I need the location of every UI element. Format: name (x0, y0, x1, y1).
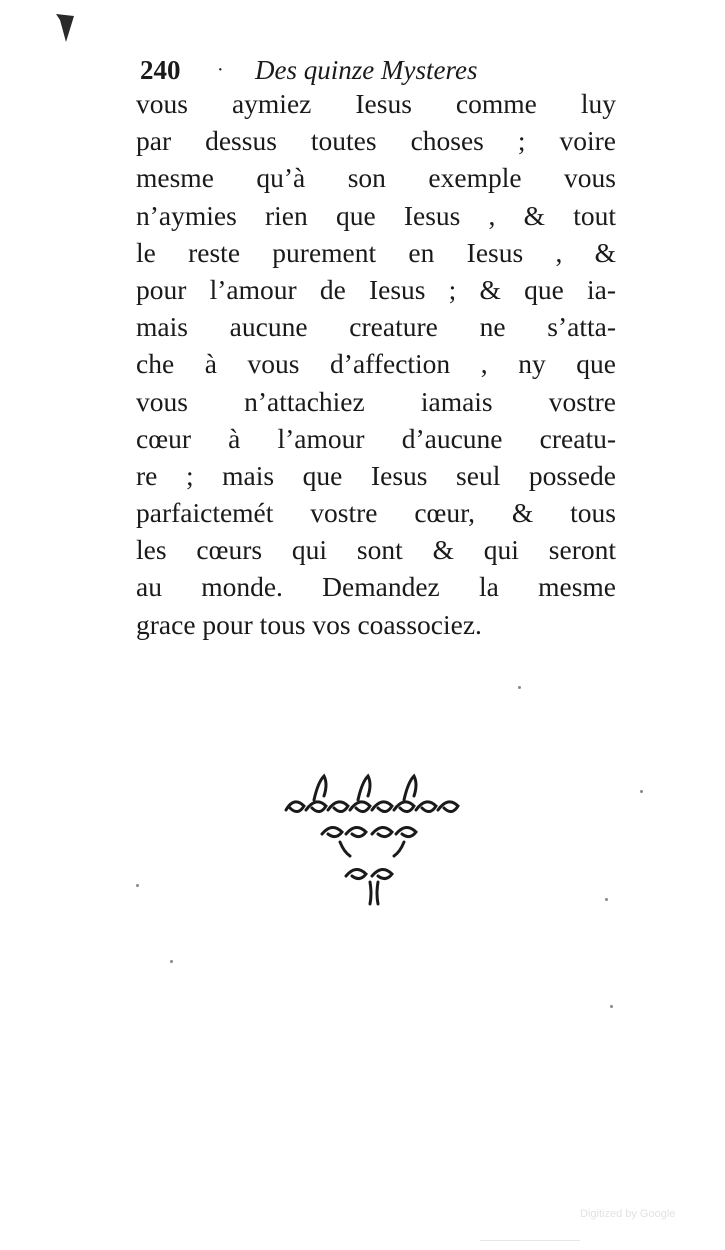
text-line: vous n’attachiez iamais vostre (136, 385, 616, 417)
page-header (140, 50, 560, 90)
text-line: le reste purement en Iesus , & (136, 236, 616, 268)
text-line: mais aucune creature ne s’atta- (136, 311, 616, 343)
page-number: 240 (140, 55, 181, 85)
text-line: parfaictemét vostre cœur, & tous (136, 497, 616, 529)
paper-speck (136, 884, 139, 887)
running-title: Des quinze Mysteres (255, 55, 478, 85)
text-line: vous aymiez Iesus comme luy (136, 88, 616, 119)
paper-speck (170, 960, 173, 963)
text-line: au monde. Demandez la mesme (136, 571, 616, 603)
text-line: mesme qu’à son exemple vous (136, 162, 616, 194)
text-line: re ; mais que Iesus seul possede (136, 459, 616, 491)
text-line: grace pour tous vos coassociez. (136, 608, 482, 640)
text-line: par dessus toutes choses ; voire (136, 125, 616, 157)
fleuron-ornament-icon (280, 770, 480, 910)
text-line: che à vous d’affection , ny que (136, 348, 616, 380)
text-line: n’aymies rien que Iesus , & tout (136, 199, 616, 231)
corner-ink-mark (54, 12, 76, 46)
text-line: les cœurs qui sont & qui seront (136, 534, 616, 566)
watermark: Digitized by Google (580, 1208, 676, 1220)
paper-speck (610, 1005, 613, 1008)
bottom-rule (480, 1240, 580, 1241)
text-line: cœur à l’amour d’aucune creatu- (136, 422, 616, 454)
header-separator: · (217, 59, 224, 81)
text-line: pour l’amour de Iesus ; & que ia- (136, 273, 616, 305)
paper-speck (518, 686, 521, 689)
paper-speck (605, 898, 608, 901)
body-text (136, 85, 616, 643)
paper-speck (640, 790, 643, 793)
